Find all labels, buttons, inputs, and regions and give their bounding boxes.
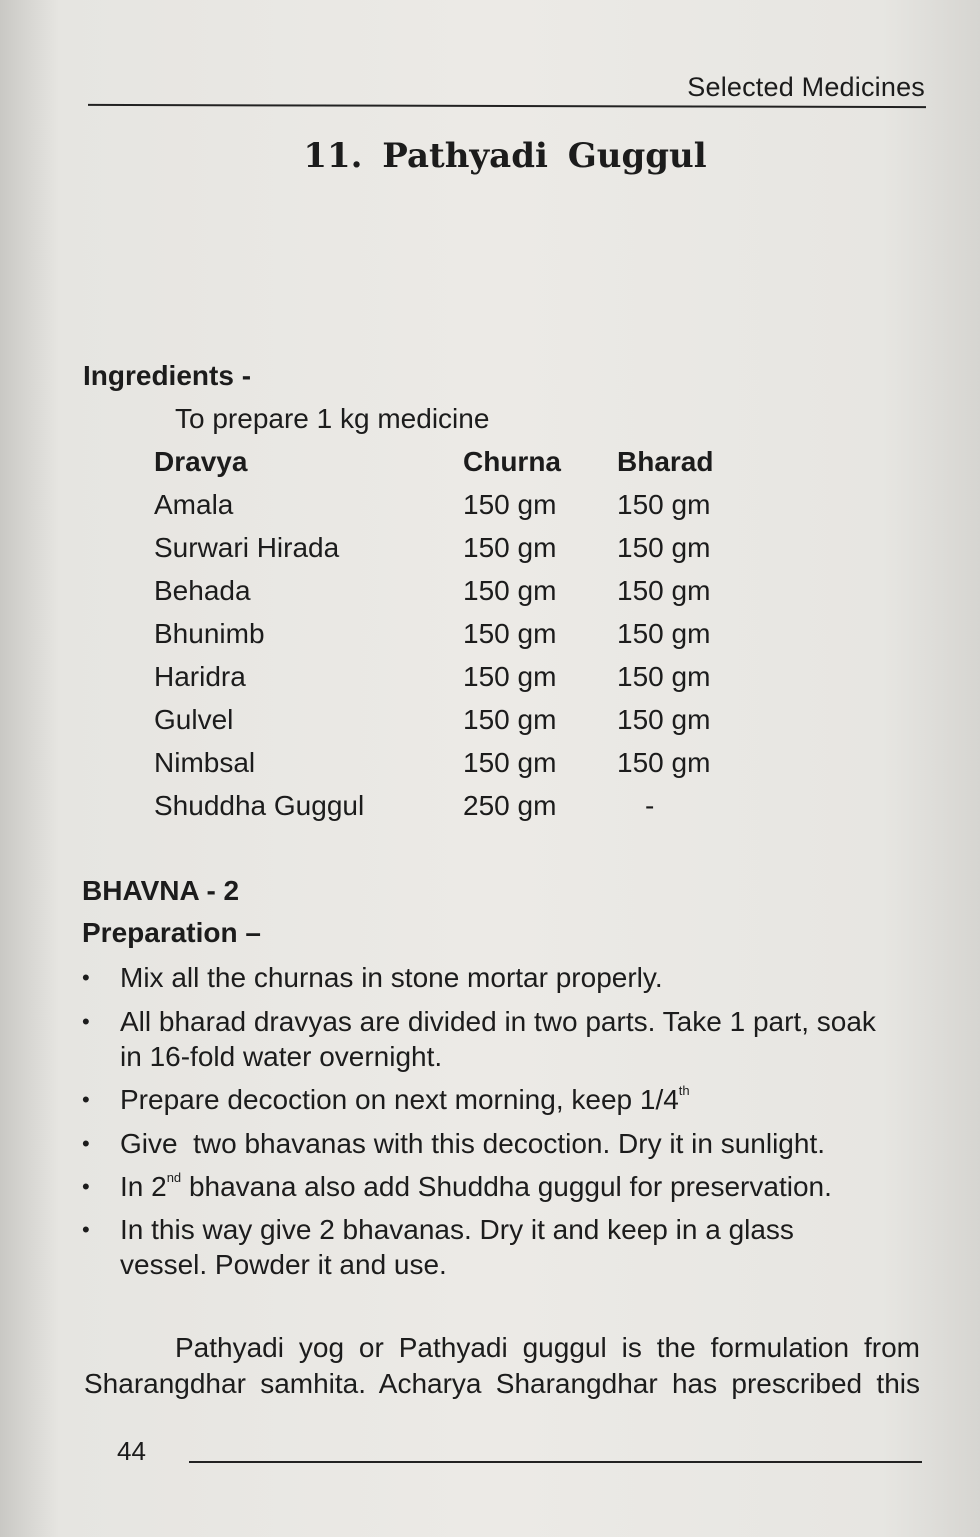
column-header-dravya: Dravya <box>154 446 248 477</box>
table-row <box>154 790 774 830</box>
bharad-cell: 150 gm <box>617 532 711 563</box>
footer-rule <box>189 1461 922 1463</box>
churna-cell: 150 gm <box>463 532 557 563</box>
table-row <box>154 747 774 787</box>
bharad-cell: - <box>645 790 655 821</box>
step-text <box>120 1004 920 1074</box>
dravya-cell: Amala <box>154 489 234 520</box>
bullet-icon: • <box>82 1087 90 1112</box>
step-text <box>120 1082 920 1117</box>
step-text: Mix all the churnas in stone mortar properly. <box>120 962 663 993</box>
ingredients-heading: Ingredients - <box>83 360 252 391</box>
table-row <box>154 618 774 658</box>
bharad-cell: 150 gm <box>617 489 711 520</box>
dravya-cell: Behada <box>154 575 251 606</box>
table-row <box>154 575 774 615</box>
superscript: nd <box>166 1170 182 1185</box>
body-paragraph <box>84 1330 920 1402</box>
section-title: 11. Pathyadi Guggul <box>303 136 707 176</box>
churna-cell: 150 gm <box>463 489 557 520</box>
page-number: 44 <box>117 1436 146 1466</box>
step-line: in 16-fold water overnight. <box>120 1041 443 1072</box>
column-header-bharad: Bharad <box>617 446 714 477</box>
step-line: In this way give 2 bhavanas. Dry it and keep in a glass <box>120 1214 794 1245</box>
bharad-cell: 150 gm <box>617 661 711 692</box>
superscript: th <box>678 1083 690 1098</box>
churna-cell: 150 gm <box>463 747 557 778</box>
table-row <box>154 704 774 744</box>
step-line: vessel. Powder it and use. <box>120 1249 447 1280</box>
bullet-icon: • <box>82 965 90 990</box>
step-main-text: Prepare decoction on next morning, keep 1/4 <box>120 1084 679 1115</box>
paragraph-line: Pathyadi yog or Pathyadi guggul is the formulation from <box>175 1332 920 1363</box>
paragraph-line: Sharangdhar samhita. Acharya Sharangdhar has prescribed this <box>84 1368 920 1399</box>
step-text <box>120 1212 920 1282</box>
bharad-cell: 150 gm <box>617 575 711 606</box>
header-rule <box>88 104 926 108</box>
dravya-cell: Gulvel <box>154 704 234 735</box>
ingredients-subheading: To prepare 1 kg medicine <box>175 403 490 434</box>
dravya-cell: Nimbsal <box>154 747 256 778</box>
bharad-cell: 150 gm <box>617 704 711 735</box>
churna-cell: 150 gm <box>463 704 557 735</box>
dravya-cell: Shuddha Guggul <box>154 790 365 821</box>
table-row <box>154 661 774 701</box>
churna-cell: 150 gm <box>463 618 557 649</box>
dravya-cell: Haridra <box>154 661 246 692</box>
churna-cell: 150 gm <box>463 661 557 692</box>
bullet-icon: • <box>82 1131 90 1156</box>
bharad-cell: 150 gm <box>617 618 711 649</box>
step-text-pre: In 2 <box>120 1171 167 1202</box>
step-text <box>120 1169 920 1204</box>
bullet-icon: • <box>82 1217 90 1242</box>
preparation-heading: Preparation – <box>82 917 261 948</box>
step-text: Give two bhavanas with this decoction. Dry it in sunlight. <box>120 1128 826 1159</box>
bullet-icon: • <box>82 1174 90 1199</box>
table-row <box>154 532 774 572</box>
step-line: All bharad dravyas are divided in two parts. Take 1 part, soak <box>120 1006 876 1037</box>
table-header-row <box>154 446 774 486</box>
bhavna-heading: BHAVNA - 2 <box>82 875 240 906</box>
dravya-cell: Bhunimb <box>154 618 265 649</box>
churna-cell: 250 gm <box>463 790 557 821</box>
dravya-cell: Surwari Hirada <box>154 532 340 563</box>
table-row <box>154 489 774 529</box>
step-text-post: bhavana also add Shuddha guggul for preservation. <box>181 1171 832 1202</box>
bullet-icon: • <box>82 1009 90 1034</box>
column-header-churna: Churna <box>463 446 561 477</box>
bharad-cell: 150 gm <box>617 747 711 778</box>
running-head: Selected Medicines <box>687 72 925 102</box>
churna-cell: 150 gm <box>463 575 557 606</box>
